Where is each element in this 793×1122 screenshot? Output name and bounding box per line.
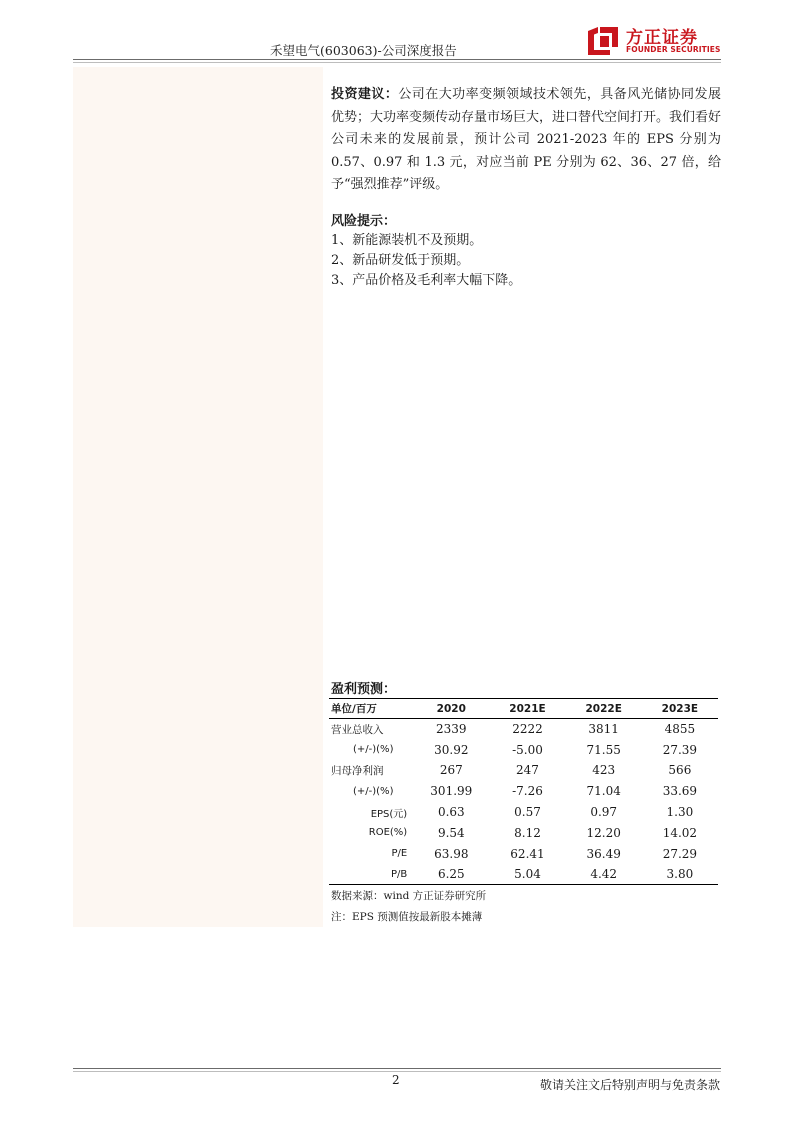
row-label: P/B [390, 868, 408, 880]
table-cell: 267 [439, 763, 463, 778]
table-cell: 2222 [512, 722, 543, 737]
header-divider-thin [73, 62, 721, 63]
table-header-row [329, 699, 718, 719]
table-row [329, 822, 718, 843]
row-label: ROE(%) [368, 827, 408, 839]
logo-name: 方正证券 [626, 28, 698, 48]
header-divider [73, 59, 721, 60]
eps-note: 注：EPS 预测值按最新股本摊薄 [331, 911, 483, 923]
table-cell: 62.41 [510, 846, 545, 861]
row-label: EPS(元) [370, 808, 408, 820]
table-cell: 423 [592, 763, 616, 778]
column-header: 2023E [661, 702, 699, 715]
table-cell: 0.97 [590, 805, 618, 820]
table-row [329, 781, 718, 802]
investment-advice-paragraph [331, 84, 721, 197]
founder-securities-logo [586, 23, 722, 57]
table-cell: -7.26 [512, 784, 543, 799]
table-cell: 247 [516, 763, 539, 778]
table-cell: 6.25 [437, 867, 465, 882]
table-cell: 33.69 [662, 784, 698, 799]
data-source-note: 数据来源：wind 方正证券研究所 [331, 890, 487, 902]
footer-divider-thin [73, 1071, 721, 1072]
table-cell: 36.49 [586, 846, 621, 861]
left-sidebar-panel [73, 67, 323, 927]
table-row [329, 843, 718, 864]
table-row [329, 802, 718, 823]
investment-advice-label: 投资建议： [331, 87, 399, 102]
table-cell: 9.54 [437, 825, 465, 840]
table-cell: 566 [668, 763, 692, 778]
forecast-title: 盈利预测： [331, 682, 397, 697]
forecast-table [329, 698, 718, 885]
table-cell: 63.98 [434, 846, 469, 861]
table-cell: 5.04 [514, 867, 541, 882]
table-cell: 4855 [664, 722, 696, 737]
risk-title: 风险提示： [331, 214, 397, 229]
footer-divider [73, 1068, 721, 1069]
row-label: (+/-)(%) [353, 785, 394, 797]
table-cell: 301.99 [430, 784, 473, 799]
table-row [329, 719, 718, 740]
table-cell: 71.04 [586, 784, 621, 799]
logo-mark-icon [586, 25, 620, 57]
forecast-table-wrap [329, 698, 718, 885]
table-cell: 1.30 [666, 805, 694, 820]
risk-item: 3、产品价格及毛利率大幅下降。 [331, 273, 522, 288]
page-number: 2 [392, 1073, 400, 1087]
row-label: 归母净利润 [331, 764, 384, 777]
table-cell: 3.80 [666, 867, 694, 882]
table-cell: 4.42 [590, 867, 618, 882]
risk-item: 1、新能源装机不及预期。 [331, 233, 483, 248]
table-cell: 27.29 [662, 846, 698, 861]
table-cell: 27.39 [662, 742, 698, 757]
table-cell: 3811 [588, 722, 619, 737]
table-cell: 12.20 [586, 825, 621, 840]
row-label: P/E [391, 848, 408, 860]
table-cell: 14.02 [662, 825, 698, 840]
table-cell: 30.92 [434, 742, 469, 757]
table-row [329, 864, 718, 885]
table-row [329, 760, 718, 781]
investment-advice-text: 公司在大功率变频领域技术领先，具备风光储协同发展优势；大功率变频传动存量市场巨大，进口替代空间打开。我们看好公司未来的发展前景，预计公司 2021-2023 年的 EPS 分别为 0.57、0.97 和 1.3 元，对应当前 PE 分别为 62、36、27 倍，给予“强烈推荐”评级。 [331, 87, 722, 192]
column-header: 2022E [585, 702, 622, 715]
table-cell: -5.00 [512, 742, 543, 757]
risk-item: 2、新品研发低于预期。 [331, 253, 470, 268]
disclaimer-notice: 敬请关注文后特别声明与免责条款 [539, 1078, 720, 1092]
table-row [329, 739, 718, 760]
table-cell: 2339 [436, 722, 467, 737]
row-label: (+/-)(%) [353, 744, 394, 756]
table-cell: 0.63 [437, 805, 465, 820]
column-header: 2020 [436, 702, 466, 715]
column-header: 单位/百万 [331, 703, 377, 715]
column-header: 2021E [509, 702, 546, 715]
logo-subtitle: FOUNDER SECURITIES [626, 45, 721, 54]
table-cell: 0.57 [514, 805, 541, 820]
report-header-title: 禾望电气(603063)-公司深度报告 [270, 43, 457, 58]
row-label: 营业总收入 [331, 723, 384, 736]
table-cell: 8.12 [514, 825, 541, 840]
table-cell: 71.55 [586, 742, 621, 757]
